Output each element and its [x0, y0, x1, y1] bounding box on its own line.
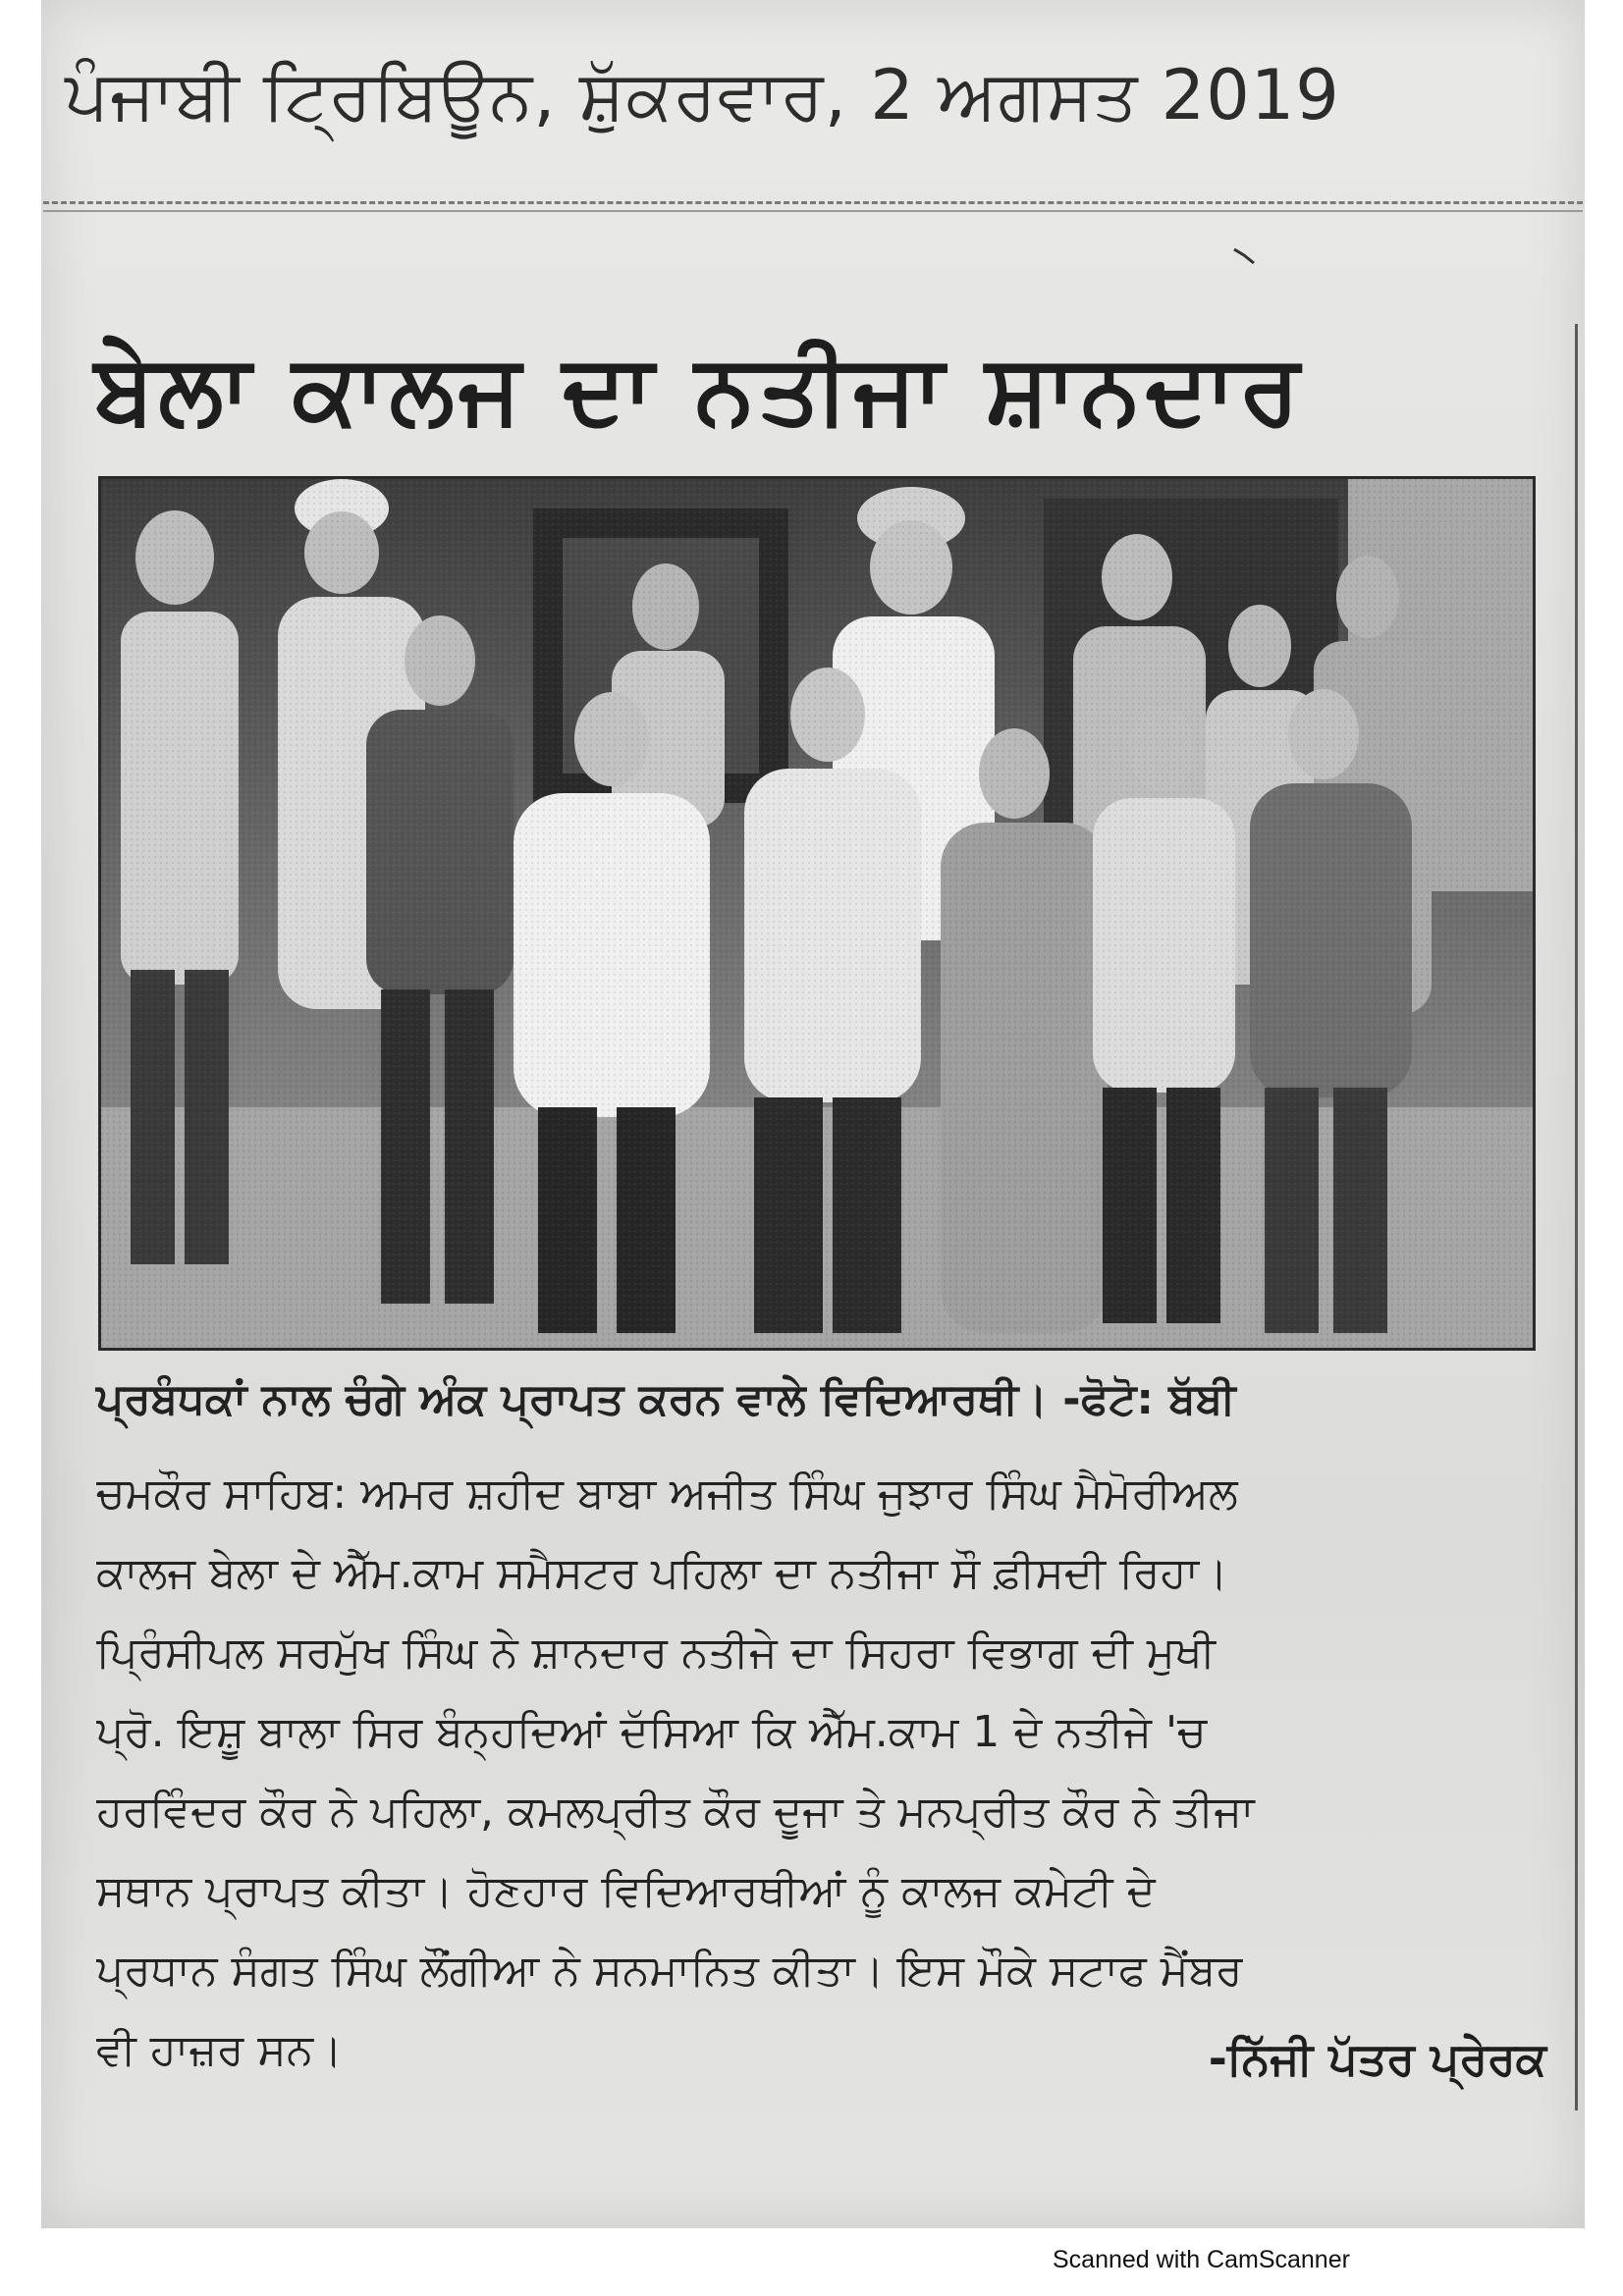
newspaper-masthead: ਪੰਜਾਬੀ ਟ੍ਰਿਬਿਊਨ, ਸ਼ੁੱਕਰਵਾਰ, 2 ਅਗਸਤ 2019	[65, 55, 1340, 135]
scanner-watermark: Scanned with CamScanner	[1053, 2246, 1350, 2273]
article-headline: ਬੇਲਾ ਕਾਲਜ ਦਾ ਨਤੀਜਾ ਸ਼ਾਨਦਾਰ	[94, 334, 1304, 446]
photo-caption: ਪ੍ਰਬੰਧਕਾਂ ਨਾਲ ਚੰਗੇ ਅੰਕ ਪ੍ਰਾਪਤ ਕਰਨ ਵਾਲੇ ਵਿਦਿਆਰਥੀ। -ਫੋਟੋ: ਬੱਬੀ	[96, 1374, 1236, 1424]
group-photo-image	[101, 479, 1533, 1348]
body-line: ਚਮਕੌਰ ਸਾਹਿਬ: ਅਮਰ ਸ਼ਹੀਦ ਬਾਬਾ ਅਜੀਤ ਸਿੰਘ ਜੁਝਾਰ ਸਿੰਘ ਮੈਮੋਰੀਅਲ	[96, 1468, 1238, 1519]
column-rule	[1575, 324, 1578, 2110]
body-line: ਪ੍ਰਿੰਸੀਪਲ ਸਰਮੁੱਖ ਸਿੰਘ ਨੇ ਸ਼ਾਨਦਾਰ ਨਤੀਜੇ ਦਾ ਸਿਹਰਾ ਵਿਭਾਗ ਦੀ ਮੁਖੀ	[96, 1628, 1216, 1678]
body-line: ਪ੍ਰਧਾਨ ਸੰਗਤ ਸਿੰਘ ਲੌਂਗੀਆ ਨੇ ਸਨਮਾਨਿਤ ਕੀਤਾ। ਇਸ ਮੌਕੇ ਸਟਾਫ ਮੈਂਬਰ	[96, 1946, 1243, 1996]
body-line: ਕਾਲਜ ਬੇਲਾ ਦੇ ਐੱਮ.ਕਾਮ ਸਮੈਸਟਰ ਪਹਿਲਾ ਦਾ ਨਤੀਜਾ ਸੌ ਫ਼ੀਸਦੀ ਰਿਹਾ।	[96, 1548, 1228, 1598]
masthead-divider-dashed	[43, 201, 1583, 204]
masthead-divider	[43, 210, 1583, 212]
body-line: ਹਰਵਿੰਦਰ ਕੌਰ ਨੇ ਪਹਿਲਾ, ਕਮਲਪ੍ਰੀਤ ਕੌਰ ਦੂਜਾ ਤੇ ਮਨਪ੍ਰੀਤ ਕੌਰ ਨੇ ਤੀਜਾ	[96, 1787, 1255, 1837]
body-line: ਵੀ ਹਾਜ਼ਰ ਸਨ।	[96, 2025, 343, 2075]
body-line: ਸਥਾਨ ਪ੍ਰਾਪਤ ਕੀਤਾ। ਹੋਣਹਾਰ ਵਿਦਿਆਰਥੀਆਂ ਨੂੰ ਕਾਲਜ ਕਮੇਟੀ ਦੇ	[96, 1866, 1156, 1916]
article-body	[96, 1463, 1540, 2099]
group-photo	[98, 476, 1536, 1351]
article-byline: -ਨਿੱਜੀ ਪੱਤਰ ਪ੍ਰੇਰਕ	[1208, 2032, 1546, 2085]
print-speck	[1232, 247, 1262, 267]
body-line: ਪ੍ਰੋ. ਇਸ਼ੂ ਬਾਲਾ ਸਿਰ ਬੰਨ੍ਹਦਿਆਂ ਦੱਸਿਆ ਕਿ ਐੱਮ.ਕਾਮ 1 ਦੇ ਨਤੀਜੇ 'ਚ	[96, 1707, 1207, 1757]
